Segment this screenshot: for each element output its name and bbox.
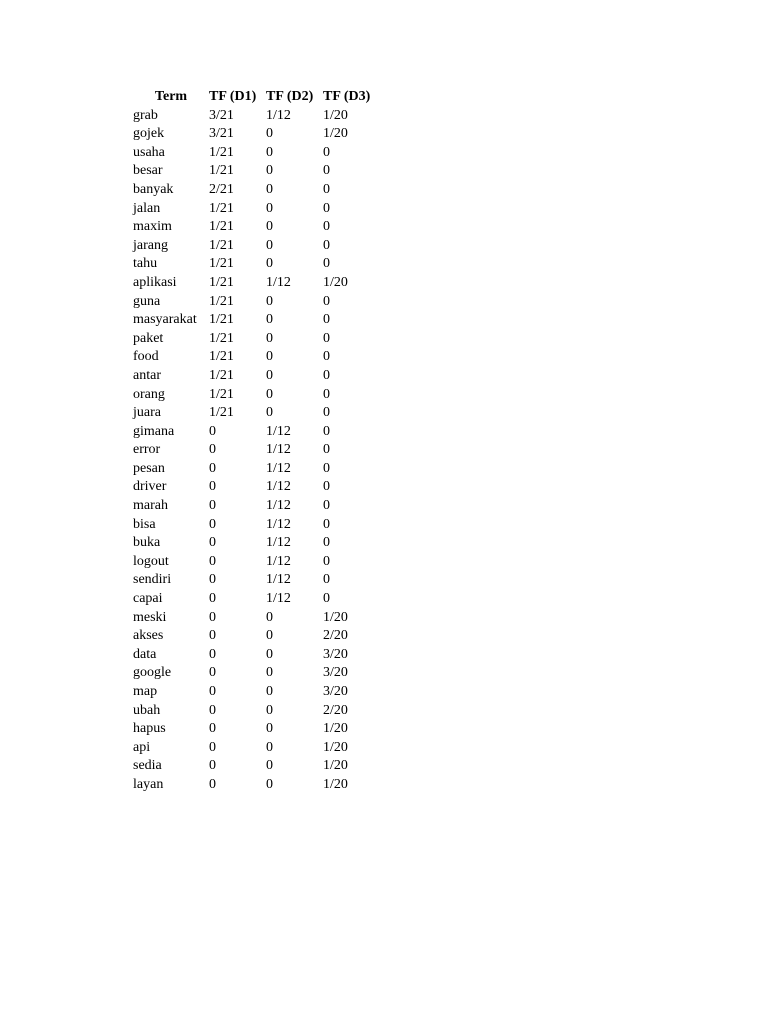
tf-d2-cell: 0 bbox=[266, 181, 273, 197]
tf-d2-cell: 1/12 bbox=[266, 274, 291, 290]
tf-d2-cell: 1/12 bbox=[266, 107, 291, 123]
table-row bbox=[133, 497, 383, 516]
tf-d3-cell: 3/20 bbox=[323, 665, 348, 681]
tf-d1-cell: 1/21 bbox=[209, 293, 234, 309]
table-row bbox=[133, 367, 383, 386]
tf-d2-cell: 0 bbox=[266, 312, 273, 328]
tf-d2-cell: 0 bbox=[266, 628, 273, 644]
tf-d2-cell: 1/12 bbox=[266, 460, 291, 476]
term-cell: meski bbox=[133, 609, 167, 625]
tf-d1-cell: 0 bbox=[209, 609, 216, 625]
table-row bbox=[133, 720, 383, 739]
tf-d2-cell: 1/12 bbox=[266, 591, 291, 607]
term-cell: driver bbox=[133, 479, 167, 495]
table-row bbox=[133, 125, 383, 144]
tf-d3-cell: 3/20 bbox=[323, 684, 348, 699]
tf-d1-cell: 3/21 bbox=[209, 107, 234, 123]
tf-d3-cell: 0 bbox=[323, 442, 330, 458]
tf-d3-cell: 0 bbox=[323, 479, 330, 495]
table-row bbox=[133, 609, 383, 628]
tf-d3-cell: 0 bbox=[323, 572, 330, 588]
tf-d1-cell: 1/21 bbox=[209, 237, 234, 253]
tf-d3-cell: 0 bbox=[323, 423, 330, 439]
term-cell: buka bbox=[133, 535, 161, 551]
tf-d2-cell: 1/12 bbox=[266, 572, 291, 588]
tf-d3-cell: 0 bbox=[323, 405, 330, 421]
tf-d3-cell: 0 bbox=[323, 144, 330, 160]
tf-d3-cell: 0 bbox=[323, 498, 330, 514]
tf-d1-cell: 0 bbox=[209, 479, 216, 495]
term-cell: food bbox=[133, 349, 159, 365]
tf-d3-cell: 1/20 bbox=[323, 274, 348, 290]
tf-d1-cell: 0 bbox=[209, 535, 216, 551]
tf-d3-cell: 0 bbox=[323, 367, 330, 383]
table-row bbox=[133, 107, 383, 126]
tf-d3-cell: 1/20 bbox=[323, 126, 348, 142]
term-cell: map bbox=[133, 684, 158, 699]
tf-d1-cell: 0 bbox=[209, 628, 216, 644]
tf-d1-cell: 0 bbox=[209, 591, 216, 607]
tf-d1-cell: 1/21 bbox=[209, 219, 234, 235]
tf-d1-cell: 0 bbox=[209, 702, 216, 718]
term-cell: api bbox=[133, 739, 151, 755]
table-row bbox=[133, 590, 383, 609]
tf-d2-cell: 0 bbox=[266, 349, 273, 365]
term-cell: akses bbox=[133, 628, 164, 644]
term-cell: data bbox=[133, 646, 157, 662]
tf-d1-cell: 0 bbox=[209, 758, 216, 774]
tf-d1-cell: 1/21 bbox=[209, 386, 234, 402]
table-row bbox=[133, 311, 383, 330]
tf-d1-cell: 0 bbox=[209, 776, 216, 792]
table-row bbox=[133, 534, 383, 553]
tf-d1-cell: 1/21 bbox=[209, 330, 234, 346]
table-row bbox=[133, 162, 383, 181]
tf-d2-cell: 0 bbox=[266, 293, 273, 309]
term-cell: sedia bbox=[133, 758, 162, 774]
tf-d1-cell: 0 bbox=[209, 646, 216, 662]
tf-d2-cell: 0 bbox=[266, 237, 273, 253]
tf-d3-cell: 0 bbox=[323, 256, 330, 272]
tf-d3-cell: 0 bbox=[323, 237, 330, 253]
tf-d2-cell: 0 bbox=[266, 684, 273, 699]
tf-d3-cell: 0 bbox=[323, 293, 330, 309]
tf-d2-cell: 0 bbox=[266, 665, 273, 681]
term-cell: usaha bbox=[133, 144, 165, 160]
tf-d3-cell: 0 bbox=[323, 349, 330, 365]
tf-d3-cell: 0 bbox=[323, 553, 330, 569]
tf-d1-cell: 1/21 bbox=[209, 256, 234, 272]
tf-d3-cell: 0 bbox=[323, 200, 330, 216]
table-row bbox=[133, 181, 383, 200]
table-row bbox=[133, 702, 383, 721]
tf-d3-cell: 1/20 bbox=[323, 107, 348, 123]
term-cell: antar bbox=[133, 367, 161, 383]
tf-d2-cell: 1/12 bbox=[266, 498, 291, 514]
tf-d1-cell: 3/21 bbox=[209, 126, 234, 142]
term-cell: tahu bbox=[133, 256, 158, 272]
tf-d1-cell: 0 bbox=[209, 665, 216, 681]
header-row bbox=[133, 88, 383, 107]
tf-d2-cell: 0 bbox=[266, 702, 273, 718]
tf-d3-cell: 1/20 bbox=[323, 721, 348, 737]
tf-d2-cell: 0 bbox=[266, 219, 273, 235]
tf-d1-cell: 1/21 bbox=[209, 349, 234, 365]
table-row bbox=[133, 274, 383, 293]
tf-d3-cell: 3/20 bbox=[323, 646, 348, 662]
table-row bbox=[133, 348, 383, 367]
term-cell: bisa bbox=[133, 516, 156, 532]
term-cell: grab bbox=[133, 107, 158, 123]
tf-d2-cell: 1/12 bbox=[266, 479, 291, 495]
term-cell: ubah bbox=[133, 702, 161, 718]
tf-d2-cell: 0 bbox=[266, 739, 273, 755]
table-row bbox=[133, 478, 383, 497]
tf-d2-cell: 0 bbox=[266, 200, 273, 216]
term-cell: hapus bbox=[133, 721, 166, 737]
tf-d2-cell: 0 bbox=[266, 163, 273, 179]
term-cell: pesan bbox=[133, 460, 165, 476]
table-row bbox=[133, 218, 383, 237]
tf-d3-cell: 0 bbox=[323, 330, 330, 346]
tf-d1-cell: 0 bbox=[209, 553, 216, 569]
tf-d1-cell: 1/21 bbox=[209, 312, 234, 328]
tf-d2-cell: 0 bbox=[266, 256, 273, 272]
tf-d1-cell: 0 bbox=[209, 572, 216, 588]
term-frequency-table bbox=[133, 88, 383, 795]
tf-d1-cell: 1/21 bbox=[209, 200, 234, 216]
term-cell: error bbox=[133, 442, 161, 458]
tf-d3-cell: 1/20 bbox=[323, 609, 348, 625]
tf-d1-cell: 0 bbox=[209, 460, 216, 476]
tf-d2-cell: 0 bbox=[266, 776, 273, 792]
tf-d1-cell: 1/21 bbox=[209, 163, 234, 179]
tf-d3-cell: 2/20 bbox=[323, 628, 348, 644]
tf-d1-cell: 0 bbox=[209, 684, 216, 699]
tf-d2-cell: 0 bbox=[266, 721, 273, 737]
tf-d2-cell: 0 bbox=[266, 126, 273, 142]
tf-d3-cell: 1/20 bbox=[323, 739, 348, 755]
tf-d1-cell: 0 bbox=[209, 721, 216, 737]
table-row bbox=[133, 460, 383, 479]
tf-d1-cell: 0 bbox=[209, 423, 216, 439]
table-row bbox=[133, 293, 383, 312]
term-cell: besar bbox=[133, 163, 163, 179]
table-body bbox=[133, 107, 383, 795]
tf-d3-cell: 2/20 bbox=[323, 702, 348, 718]
term-cell: google bbox=[133, 665, 172, 681]
table-row bbox=[133, 776, 383, 795]
term-cell: capai bbox=[133, 591, 163, 607]
tf-d3-cell: 1/20 bbox=[323, 758, 348, 774]
tf-d1-cell: 1/21 bbox=[209, 367, 234, 383]
tf-d1-cell: 2/21 bbox=[209, 181, 234, 197]
term-cell: orang bbox=[133, 386, 165, 402]
tf-d3-cell: 0 bbox=[323, 460, 330, 476]
table-row bbox=[133, 757, 383, 776]
term-cell: logout bbox=[133, 553, 169, 569]
term-cell: jarang bbox=[133, 237, 168, 253]
tf-d2-cell: 0 bbox=[266, 758, 273, 774]
table-row bbox=[133, 646, 383, 665]
tf-d3-cell: 0 bbox=[323, 219, 330, 235]
term-cell: paket bbox=[133, 330, 164, 346]
table-row bbox=[133, 237, 383, 256]
tf-d1-cell: 0 bbox=[209, 739, 216, 755]
tf-d2-cell: 1/12 bbox=[266, 553, 291, 569]
term-cell: guna bbox=[133, 293, 161, 309]
term-cell: layan bbox=[133, 776, 164, 792]
term-cell: banyak bbox=[133, 181, 174, 197]
term-cell: gimana bbox=[133, 423, 175, 439]
tf-d3-cell: 1/20 bbox=[323, 776, 348, 792]
tf-d1-cell: 0 bbox=[209, 442, 216, 458]
table-row bbox=[133, 553, 383, 572]
table-row bbox=[133, 571, 383, 590]
table-header bbox=[133, 88, 383, 107]
tf-d3-cell: 0 bbox=[323, 535, 330, 551]
tf-d2-cell: 1/12 bbox=[266, 423, 291, 439]
table-row bbox=[133, 330, 383, 349]
tf-d1-cell: 1/21 bbox=[209, 274, 234, 290]
header-term: Term bbox=[154, 89, 188, 104]
tf-d3-cell: 0 bbox=[323, 181, 330, 197]
tf-d1-cell: 0 bbox=[209, 516, 216, 532]
table-row bbox=[133, 200, 383, 219]
tf-d2-cell: 0 bbox=[266, 386, 273, 402]
tf-d2-cell: 1/12 bbox=[266, 442, 291, 458]
term-cell: marah bbox=[133, 498, 168, 514]
term-cell: juara bbox=[133, 405, 161, 421]
term-cell: jalan bbox=[133, 200, 161, 216]
tf-d2-cell: 0 bbox=[266, 367, 273, 383]
tf-d3-cell: 0 bbox=[323, 312, 330, 328]
header-tf-d2: TF (D2) bbox=[266, 89, 314, 104]
tf-d2-cell: 0 bbox=[266, 144, 273, 160]
tf-d2-cell: 1/12 bbox=[266, 516, 291, 532]
tf-d2-cell: 0 bbox=[266, 646, 273, 662]
tf-d3-cell: 0 bbox=[323, 163, 330, 179]
table-row bbox=[133, 739, 383, 758]
table-row bbox=[133, 683, 383, 702]
table-row bbox=[133, 386, 383, 405]
table-row bbox=[133, 441, 383, 460]
tf-d3-cell: 0 bbox=[323, 516, 330, 532]
tf-d3-cell: 0 bbox=[323, 591, 330, 607]
term-cell: masyarakat bbox=[133, 312, 197, 328]
header-tf-d1: TF (D1) bbox=[209, 89, 257, 104]
term-cell: sendiri bbox=[133, 572, 172, 588]
tf-d3-cell: 0 bbox=[323, 386, 330, 402]
table-row bbox=[133, 404, 383, 423]
term-cell: maxim bbox=[133, 219, 172, 235]
table-row bbox=[133, 144, 383, 163]
tf-d1-cell: 1/21 bbox=[209, 144, 234, 160]
table-row bbox=[133, 255, 383, 274]
table-row bbox=[133, 516, 383, 535]
table-row bbox=[133, 627, 383, 646]
header-tf-d3: TF (D3) bbox=[323, 89, 371, 104]
table-row bbox=[133, 664, 383, 683]
tf-d2-cell: 0 bbox=[266, 330, 273, 346]
term-cell: gojek bbox=[133, 126, 165, 142]
tf-d1-cell: 0 bbox=[209, 498, 216, 514]
tf-d2-cell: 0 bbox=[266, 405, 273, 421]
tf-d2-cell: 1/12 bbox=[266, 535, 291, 551]
term-cell: aplikasi bbox=[133, 274, 177, 290]
table-row bbox=[133, 423, 383, 442]
tf-d2-cell: 0 bbox=[266, 609, 273, 625]
tf-d1-cell: 1/21 bbox=[209, 405, 234, 421]
